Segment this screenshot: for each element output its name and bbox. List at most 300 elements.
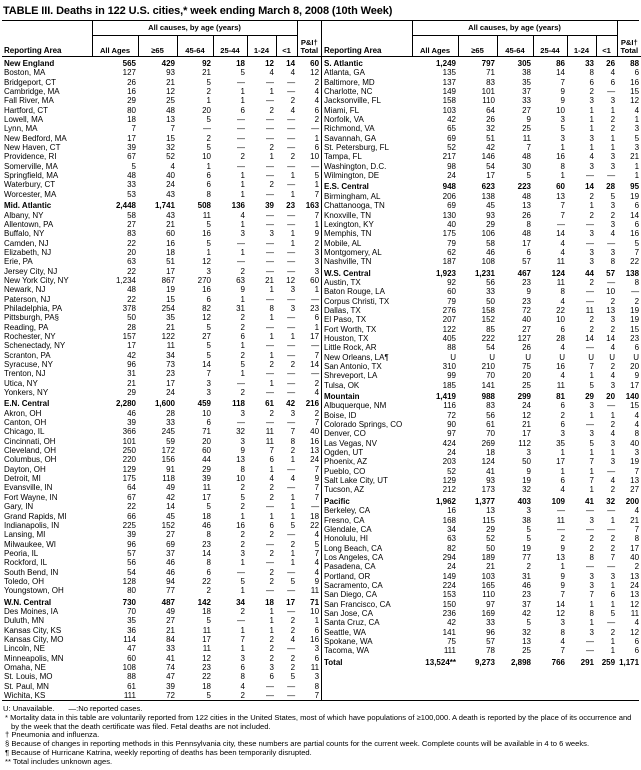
value-cell: 63 <box>236 275 245 285</box>
value-cell: 1 <box>610 599 616 609</box>
value-cell: 2 <box>269 644 274 654</box>
value-cell: 13 <box>522 636 531 646</box>
value-cell: 94 <box>166 576 175 586</box>
value-cell: — <box>287 567 296 577</box>
value-cell: — <box>287 483 296 493</box>
value-cell: 1 <box>240 87 245 97</box>
value-cell: 2 <box>290 96 296 106</box>
value-cell: 6 <box>314 653 320 663</box>
city-row <box>2 229 321 238</box>
value-cell: 3 <box>610 152 616 162</box>
value-cell: 2 <box>240 502 245 512</box>
value-cell: 2 <box>269 634 274 644</box>
value-cell: 27 <box>202 331 211 341</box>
value-cell: 101 <box>481 87 495 97</box>
value-cell: — <box>266 219 274 229</box>
value-cell: — <box>586 343 594 353</box>
col-header-1-24: 1-24 <box>567 36 596 57</box>
value-cell: 1 <box>269 616 274 626</box>
value-cell: — <box>266 189 274 199</box>
value-cell: — <box>266 115 274 125</box>
reporting-area-cell: Duluth, MN <box>4 616 45 626</box>
value-cell: 8 <box>589 608 594 618</box>
value-cell: 82 <box>447 543 456 553</box>
value-cell: 25 <box>522 124 531 134</box>
value-cell: 1,923 <box>435 268 456 278</box>
value-cell: — <box>287 87 296 97</box>
value-cell: 2 <box>206 87 211 97</box>
reporting-area-cell: New Bedford, MA <box>4 133 67 143</box>
value-cell: 4 <box>560 247 565 257</box>
value-cell: — <box>237 161 245 171</box>
value-cell: 1 <box>610 105 616 115</box>
reporting-area-cell: New Orleans, LA¶ <box>324 352 389 362</box>
value-cell: 2 <box>269 105 274 115</box>
city-row <box>322 315 641 324</box>
value-cell: 3 <box>610 247 616 257</box>
city-row <box>2 134 321 143</box>
value-cell: 16 <box>202 285 211 295</box>
reporting-area-cell: Portland, OR <box>324 571 371 581</box>
value-cell: 72 <box>166 691 175 701</box>
value-cell: 2 <box>290 625 296 635</box>
city-row <box>2 171 321 180</box>
value-cell: 7 <box>314 189 320 199</box>
reporting-area-cell: Sacramento, CA <box>324 580 383 590</box>
city-row <box>2 295 321 304</box>
value-cell: — <box>237 77 245 87</box>
city-row <box>2 313 321 322</box>
value-cell: 12 <box>265 59 274 68</box>
value-cell: 7 <box>131 124 136 134</box>
city-row <box>2 644 321 653</box>
region-row <box>2 596 321 607</box>
value-cell: 15 <box>630 87 640 97</box>
value-cell: 61 <box>265 399 274 409</box>
value-cell: 88 <box>630 59 640 68</box>
value-cell: 5 <box>240 576 245 586</box>
reporting-area-cell: Los Angeles, CA <box>324 552 384 562</box>
value-cell: 78 <box>486 646 495 656</box>
value-cell: 6 <box>206 294 211 304</box>
value-cell: 225 <box>122 520 136 530</box>
value-cell: 1 <box>314 285 320 295</box>
reporting-area-cell: Miami, FL <box>324 105 360 115</box>
value-cell: — <box>266 586 274 596</box>
city-row <box>322 371 641 380</box>
value-cell: 1 <box>560 171 565 181</box>
city-row <box>2 276 321 285</box>
value-cell: 1 <box>589 410 594 420</box>
value-cell: 12 <box>522 410 531 420</box>
value-cell: 730 <box>122 597 136 607</box>
value-cell: 33 <box>486 618 495 628</box>
value-cell: 10 <box>202 408 211 418</box>
city-row <box>2 351 321 360</box>
value-cell: 1 <box>269 313 274 323</box>
value-cell: 29 <box>202 464 211 474</box>
value-cell: 2 <box>290 653 296 663</box>
value-cell: 39 <box>202 474 211 484</box>
city-row <box>322 411 641 420</box>
value-cell: — <box>287 341 296 351</box>
value-cell: 6 <box>206 567 211 577</box>
value-cell: 2,898 <box>510 657 531 667</box>
city-row <box>2 78 321 87</box>
value-cell: 56 <box>486 277 495 287</box>
value-cell: 224 <box>442 580 456 590</box>
value-cell: 5 <box>206 322 211 332</box>
value-cell: 19 <box>630 305 640 315</box>
region-row <box>2 57 321 69</box>
city-row <box>2 341 321 350</box>
value-cell: 5 <box>314 171 320 181</box>
reporting-area-cell: Phoenix, AZ <box>324 457 368 467</box>
value-cell: — <box>607 277 616 287</box>
value-cell: 3 <box>610 438 616 448</box>
value-cell: 8 <box>314 681 320 691</box>
value-cell: 1 <box>269 350 274 360</box>
value-cell: 103 <box>442 105 456 115</box>
value-cell: 6 <box>314 625 320 635</box>
reporting-area-cell: Pueblo, CO <box>324 466 366 476</box>
value-cell: 6 <box>560 476 565 486</box>
reporting-area-cell: Detroit, MI <box>4 474 41 484</box>
value-cell: 3 <box>240 408 245 418</box>
reporting-area-cell: Milwaukee, WI <box>4 539 57 549</box>
value-cell: 40 <box>630 438 640 448</box>
value-cell: 7 <box>560 77 565 87</box>
value-cell: 16 <box>166 238 175 248</box>
value-cell: 7 <box>560 210 565 220</box>
value-cell: 12 <box>630 96 640 106</box>
value-cell: 8 <box>269 303 274 313</box>
value-cell: 5 <box>206 115 211 125</box>
value-cell: 2,448 <box>115 201 136 211</box>
value-cell: 23 <box>522 277 531 287</box>
value-cell: 3 <box>589 627 594 637</box>
value-cell: 1 <box>290 455 296 465</box>
value-cell: 7 <box>314 464 320 474</box>
value-cell: 11 <box>202 644 211 654</box>
value-cell: 61 <box>486 420 495 430</box>
value-cell: 67 <box>127 492 136 502</box>
value-cell: 8 <box>589 68 594 78</box>
value-cell: 9 <box>314 576 320 586</box>
value-cell: — <box>607 524 616 534</box>
value-cell: 1 <box>290 558 296 568</box>
city-row <box>322 572 641 581</box>
value-cell: 14 <box>202 360 211 369</box>
value-cell: 43 <box>166 210 175 220</box>
value-cell: 138 <box>625 268 640 278</box>
value-cell: 33 <box>585 59 594 68</box>
value-cell: 2,280 <box>115 399 136 409</box>
value-cell: 32 <box>236 427 245 437</box>
value-cell: 7 <box>314 210 320 220</box>
city-row <box>2 285 321 294</box>
city-row <box>2 427 321 436</box>
value-cell: 16 <box>310 634 320 644</box>
value-cell: 83 <box>127 229 136 239</box>
city-row <box>322 553 641 562</box>
value-cell: — <box>287 143 296 153</box>
value-cell: — <box>266 238 274 248</box>
reporting-area-cell: Akron, OH <box>4 408 42 418</box>
value-cell: — <box>287 369 296 379</box>
city-row <box>322 115 641 124</box>
value-cell: — <box>557 524 565 534</box>
value-cell: 85 <box>486 324 495 334</box>
value-cell: 10 <box>236 474 245 484</box>
value-cell: U <box>633 352 640 362</box>
reporting-area-cell: Wichita, KS <box>4 691 46 701</box>
value-cell: 3 <box>240 436 245 446</box>
value-cell: 25 <box>522 380 531 390</box>
reporting-area-cell: Reading, PA <box>4 322 49 332</box>
reporting-area-cell: Camden, NJ <box>4 238 49 248</box>
value-cell: 22 <box>127 238 136 248</box>
value-cell: 57 <box>486 636 495 646</box>
reporting-area-cell: Little Rock, AR <box>324 343 377 353</box>
value-cell: 172 <box>161 446 175 456</box>
value-cell: 405 <box>442 333 456 343</box>
value-cell: 2 <box>314 238 320 248</box>
value-cell: 52 <box>447 466 456 476</box>
value-cell: 96 <box>127 360 136 369</box>
value-cell: 3 <box>526 506 531 516</box>
city-row <box>322 562 641 571</box>
reporting-area-cell: Houston, TX <box>324 333 369 343</box>
city-row <box>2 455 321 464</box>
value-cell: 1 <box>589 466 594 476</box>
region-row <box>2 199 321 210</box>
value-cell: 41 <box>486 466 495 476</box>
value-cell: 41 <box>166 653 175 663</box>
value-cell: 4 <box>269 68 274 78</box>
value-cell: 8 <box>206 530 211 540</box>
value-cell: 2 <box>589 87 594 97</box>
value-cell: 4 <box>314 96 320 106</box>
value-cell: 5 <box>240 68 245 78</box>
value-cell: 3 <box>589 580 594 590</box>
value-cell: 23 <box>202 539 211 549</box>
value-cell: — <box>586 296 594 306</box>
value-cell: 13 <box>236 455 245 465</box>
reporting-area-cell: Colorado Springs, CO <box>324 420 403 430</box>
value-cell: 2 <box>610 534 616 544</box>
table-body-right <box>322 57 641 668</box>
value-cell: — <box>586 219 594 229</box>
value-cell: 26 <box>127 77 136 87</box>
reporting-area-cell: Shreveport, LA <box>324 371 378 381</box>
value-cell: 12 <box>556 608 565 618</box>
value-cell: 2 <box>634 562 640 572</box>
value-cell: 4 <box>269 474 274 484</box>
value-cell: 210 <box>481 362 495 371</box>
value-cell: 1 <box>589 115 594 125</box>
value-cell: 157 <box>122 331 136 341</box>
value-cell: — <box>586 506 594 516</box>
value-cell: 11 <box>310 663 320 672</box>
value-cell: 62 <box>447 247 456 257</box>
reporting-area-cell: Toledo, OH <box>4 576 45 586</box>
value-cell: 4 <box>610 476 616 486</box>
value-cell: 18 <box>265 597 274 607</box>
value-cell: — <box>311 124 320 134</box>
value-cell: 4 <box>634 420 640 430</box>
value-cell: 29 <box>486 219 495 229</box>
footnote: ** Total includes unknown ages. <box>5 756 113 766</box>
value-cell: — <box>287 294 296 304</box>
city-row <box>2 369 321 378</box>
value-cell: 185 <box>442 380 456 390</box>
value-cell: 5 <box>206 616 211 626</box>
value-cell: 46 <box>166 558 175 568</box>
value-cell: 31 <box>127 369 136 379</box>
value-cell: 71 <box>202 427 211 437</box>
city-row <box>2 143 321 152</box>
value-cell: 88 <box>447 343 456 353</box>
value-cell: 187 <box>442 257 456 267</box>
value-cell: — <box>266 266 274 276</box>
value-cell: 51 <box>486 133 495 143</box>
value-cell: 1 <box>269 285 274 295</box>
value-cell: — <box>266 322 274 332</box>
value-cell: 33 <box>486 287 495 297</box>
reporting-area-cell: San Diego, CA <box>324 590 377 600</box>
value-cell: 250 <box>122 446 136 456</box>
value-cell: 3 <box>610 380 616 390</box>
value-cell: 1 <box>269 625 274 635</box>
value-cell: 4 <box>634 410 640 420</box>
col-header-lt1: <1 <box>596 36 617 57</box>
value-cell: 39 <box>127 418 136 428</box>
city-row <box>322 637 641 646</box>
footnote: § Because of changes in reporting methods in this Pennsylvania city, these numbers are partial counts for the current week. Complete counts will be available in 4 to 6 weeks. <box>5 739 590 749</box>
value-cell: 3 <box>589 515 594 525</box>
value-cell: 6 <box>634 636 640 646</box>
value-cell: 1 <box>290 492 296 502</box>
value-cell: 22 <box>202 672 211 682</box>
reporting-area-cell: Kansas City, KS <box>4 625 62 635</box>
value-cell: 91 <box>166 464 175 474</box>
reporting-area-cell: Berkeley, CA <box>324 506 371 516</box>
reporting-area-cell: W.N. Central <box>4 597 52 607</box>
value-cell: — <box>237 115 245 125</box>
region-row <box>322 495 641 506</box>
value-cell: 73 <box>166 360 175 369</box>
value-cell: 467 <box>517 268 531 278</box>
reporting-area-cell: Newark, NJ <box>4 285 46 295</box>
value-cell: 1 <box>610 448 616 458</box>
value-cell: 4 <box>240 681 245 691</box>
value-cell: 305 <box>517 59 531 68</box>
value-cell: 52 <box>486 534 495 544</box>
value-cell: 10 <box>556 105 565 115</box>
value-cell: 18 <box>202 681 211 691</box>
value-cell: 17 <box>522 429 531 439</box>
value-cell: 6 <box>634 343 640 353</box>
value-cell: 2 <box>269 483 274 493</box>
city-row <box>2 577 321 586</box>
value-cell: 83 <box>486 401 495 411</box>
value-cell: 2 <box>269 408 274 418</box>
value-cell: 3 <box>269 229 274 239</box>
value-cell: 8 <box>206 189 211 199</box>
value-cell: 20 <box>630 362 640 371</box>
value-cell: 1 <box>206 161 211 171</box>
value-cell: 29 <box>127 388 136 398</box>
value-cell: 6 <box>269 520 274 530</box>
value-cell: 21 <box>166 77 175 87</box>
reporting-area-cell: Somerville, MA <box>4 161 58 171</box>
reporting-area-cell: Montgomery, AL <box>324 247 382 257</box>
reporting-area-cell: Evansville, IN <box>4 483 53 493</box>
value-cell: 71 <box>486 68 495 78</box>
value-cell: — <box>311 341 320 351</box>
value-cell: 2 <box>589 324 594 334</box>
value-cell: 112 <box>518 438 531 448</box>
reporting-area-cell: Grand Rapids, MI <box>4 511 67 521</box>
value-cell: 60 <box>202 446 211 456</box>
value-cell: 33 <box>166 644 175 654</box>
value-cell: 175 <box>442 229 456 239</box>
city-row <box>322 429 641 438</box>
value-cell: 3 <box>634 124 640 134</box>
value-cell: 1 <box>290 171 296 181</box>
value-cell: — <box>203 124 211 134</box>
value-cell: 3 <box>560 133 565 143</box>
deaths-table <box>2 20 639 701</box>
reporting-area-cell: Boise, ID <box>324 410 357 420</box>
value-cell: 21 <box>166 219 175 229</box>
value-cell: 1,600 <box>154 399 175 409</box>
city-row <box>2 106 321 115</box>
value-cell: 366 <box>122 427 136 437</box>
value-cell: 4 <box>314 567 320 577</box>
value-cell: 2 <box>269 548 274 558</box>
reporting-area-cell: Long Beach, CA <box>324 543 383 553</box>
value-cell: 5 <box>206 502 211 512</box>
city-row <box>322 220 641 229</box>
value-cell: — <box>266 77 274 87</box>
region-row <box>322 57 641 69</box>
value-cell: 7 <box>634 524 640 534</box>
value-cell: 1 <box>610 580 616 590</box>
value-cell: 8 <box>610 257 616 267</box>
value-cell: 299 <box>517 392 531 402</box>
col-header-all-ages: All Ages <box>412 36 458 57</box>
value-cell: 52 <box>166 152 175 162</box>
value-cell: 45 <box>166 511 175 521</box>
city-row <box>2 68 321 77</box>
value-cell: 4 <box>290 68 296 78</box>
value-cell: 2 <box>290 616 296 626</box>
value-cell: 6 <box>206 180 211 190</box>
city-row <box>322 192 641 201</box>
reporting-area-cell: Mobile, AL <box>324 238 362 248</box>
value-cell: 5 <box>526 534 531 544</box>
reporting-area-cell: San Francisco, CA <box>324 599 391 609</box>
value-cell: 4 <box>634 105 640 115</box>
reporting-area-cell: W.S. Central <box>324 268 371 278</box>
value-cell: 138 <box>481 191 495 201</box>
city-row <box>2 267 321 276</box>
reporting-area-cell: Nashville, TN <box>324 257 372 267</box>
city-row <box>322 467 641 476</box>
value-cell: 90 <box>447 420 456 430</box>
